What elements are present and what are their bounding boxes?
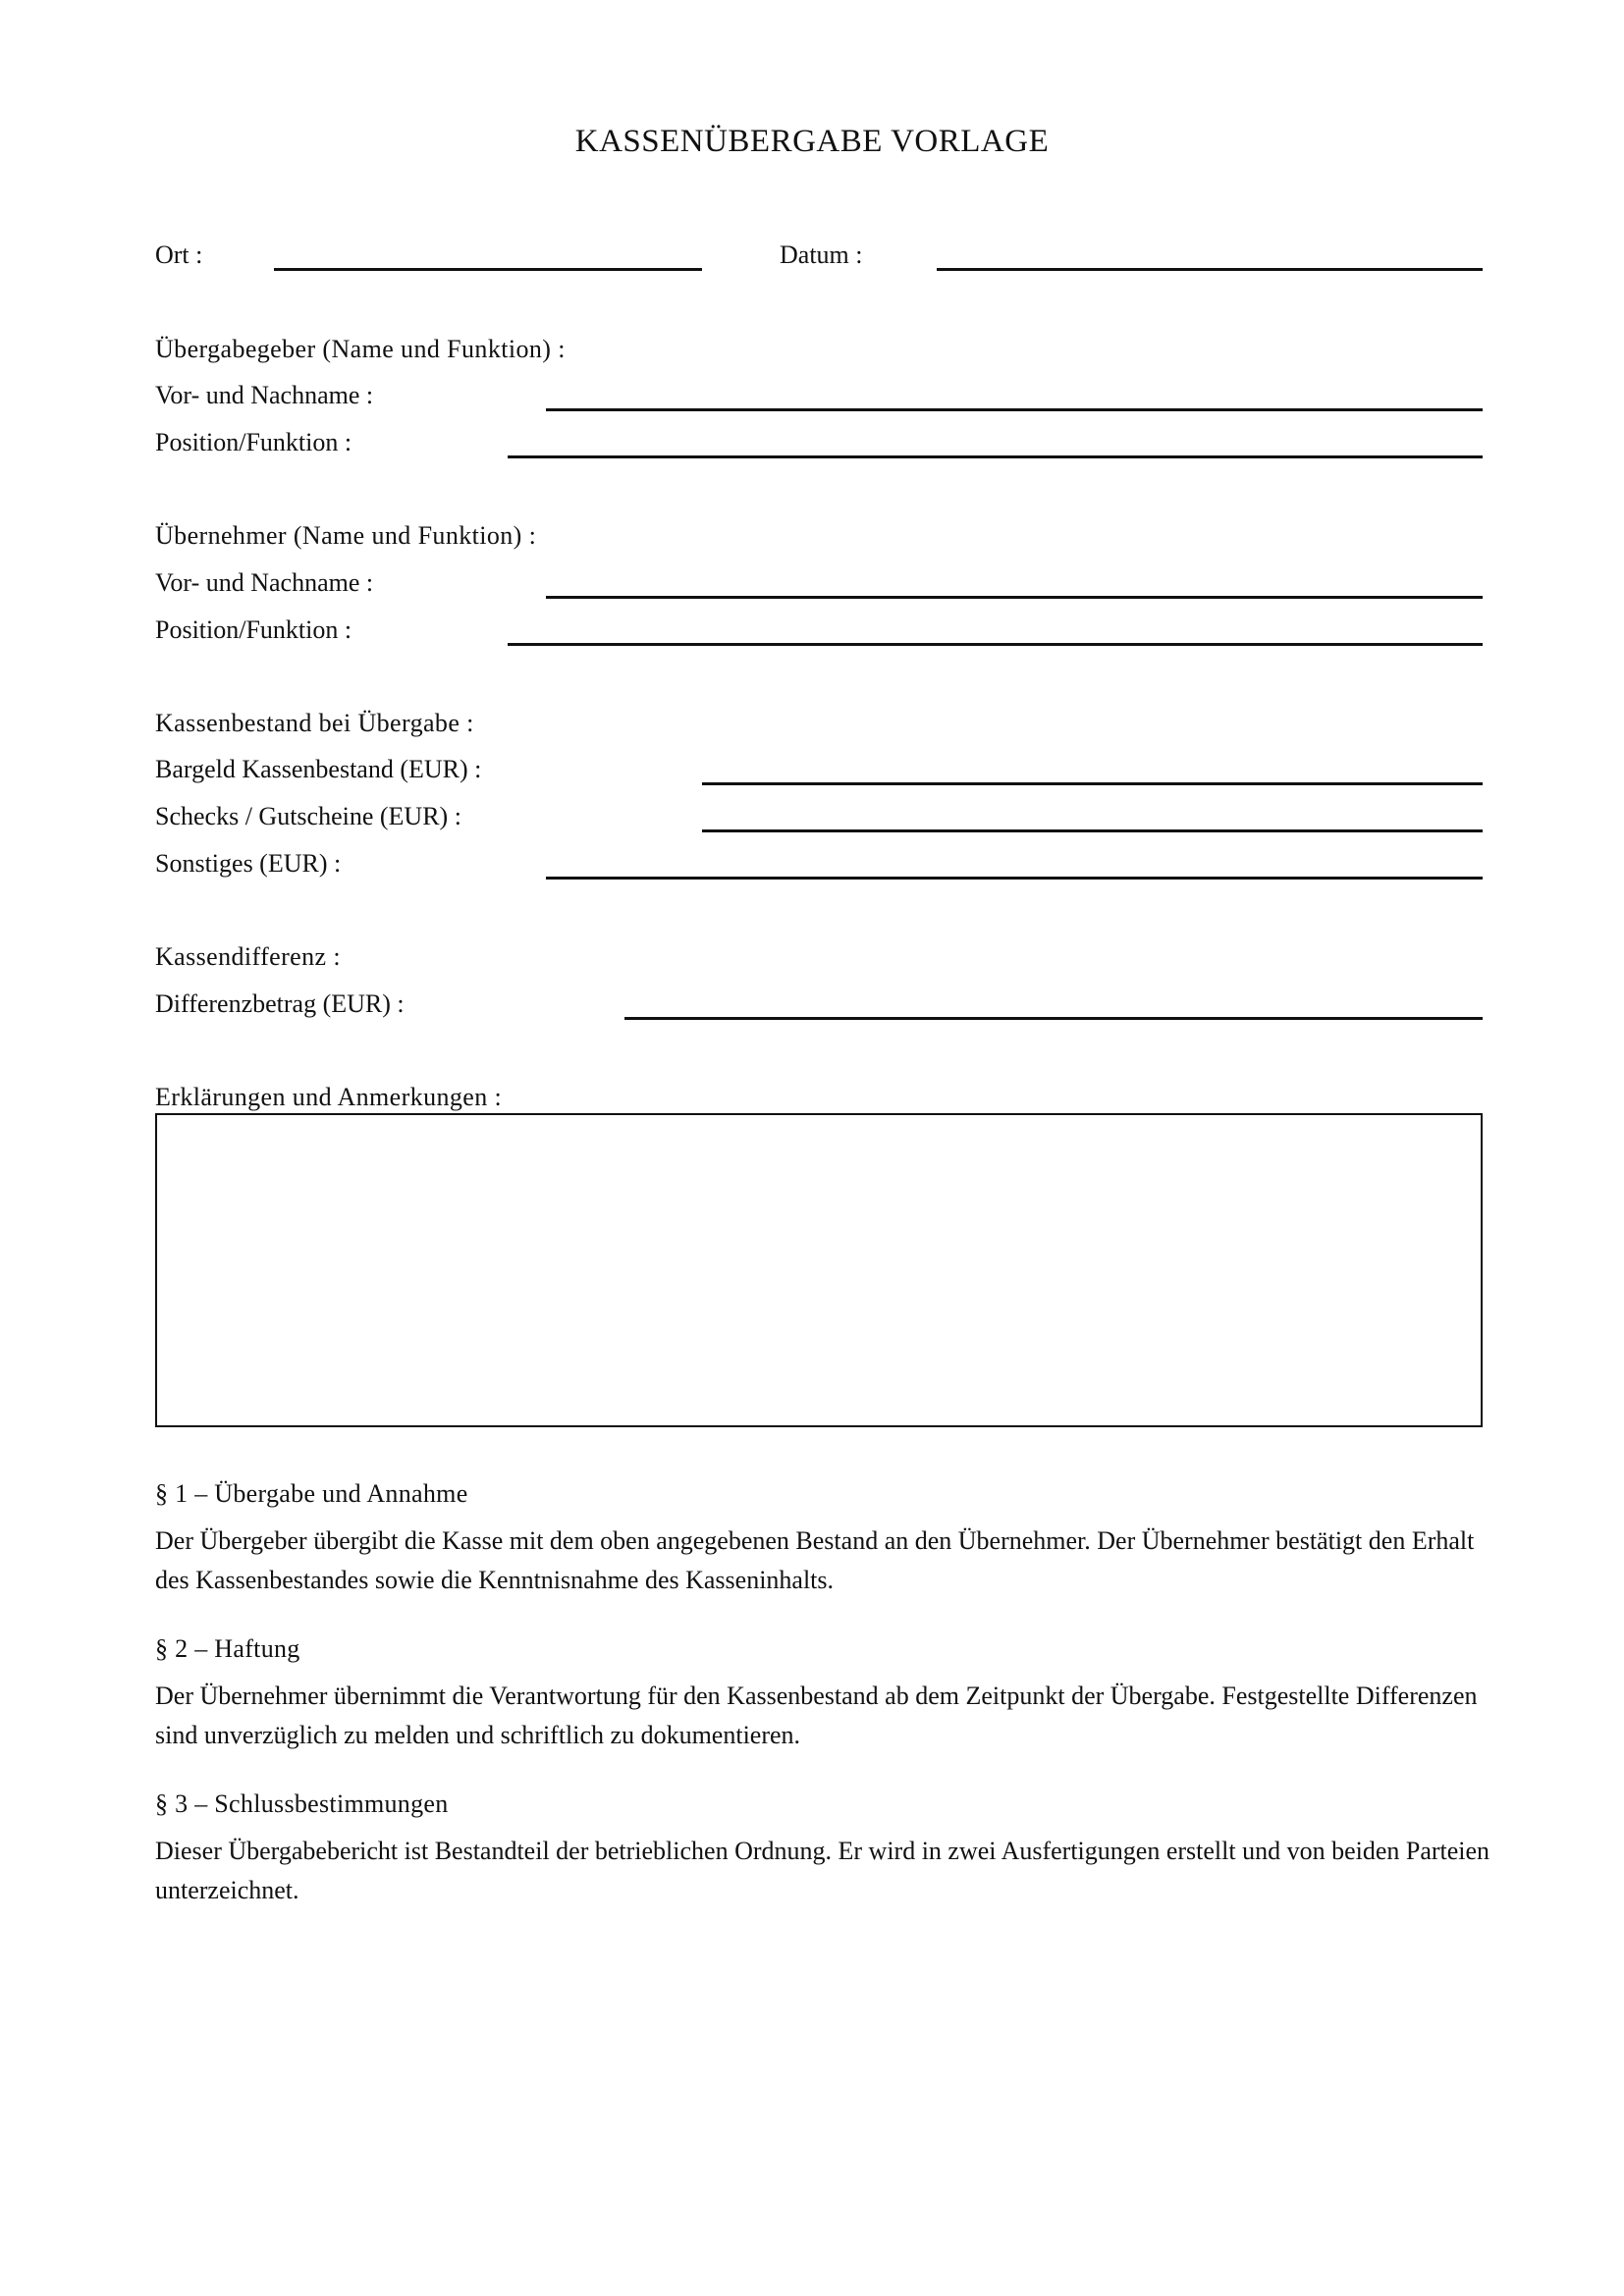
uebergabegeber-name-label: Vor- und Nachname : — [155, 381, 374, 409]
sonstiges-label: Sonstiges (EUR) : — [155, 849, 342, 878]
uebernehmer-position-field[interactable] — [508, 643, 1483, 646]
kassendifferenz-heading: Kassendifferenz : — [155, 942, 341, 971]
clause-2-text: Der Übernehmer übernimmt die Verantwortung für den Kassenbestand ab dem Zeitpunkt der Übergabe. Festgestellte Differenzen sind unverzüglich zu melden und schriftlich zu dokumentieren. — [155, 1682, 1478, 1749]
uebergabegeber-position-label: Position/Funktion : — [155, 428, 352, 456]
uebernehmer-position-label: Position/Funktion : — [155, 615, 352, 644]
uebergabegeber-position-field[interactable] — [508, 455, 1483, 458]
differenzbetrag-label: Differenzbetrag (EUR) : — [155, 989, 405, 1018]
ort-label: Ort : — [155, 240, 203, 269]
schecks-label: Schecks / Gutscheine (EUR) : — [155, 802, 461, 830]
uebernehmer-name-label: Vor- und Nachname : — [155, 568, 374, 597]
bargeld-label: Bargeld Kassenbestand (EUR) : — [155, 755, 482, 783]
datum-label: Datum : — [780, 240, 863, 269]
differenzbetrag-field[interactable] — [624, 1017, 1483, 1020]
clause-1-text: Der Übergeber übergibt die Kasse mit dem oben angegebenen Bestand an den Übernehmer. Der Übernehmer bestätigt den Erhalt des Kassenbestandes sowie die Kenntnisnahme des Kasseninhalts. — [155, 1526, 1475, 1594]
kassenbestand-heading: Kassenbestand bei Übergabe : — [155, 709, 474, 737]
uebernehmer-heading: Übernehmer (Name und Funktion) : — [155, 521, 537, 550]
clause-3-text: Dieser Übergabebericht ist Bestandteil der betrieblichen Ordnung. Er wird in zwei Ausfertigungen erstellt und von beiden Parteien unterzeichnet. — [155, 1837, 1490, 1904]
bargeld-field[interactable] — [702, 782, 1483, 785]
clause-2-heading: § 2 – Haftung — [155, 1634, 300, 1663]
anmerkungen-textarea[interactable] — [155, 1113, 1483, 1427]
clause-1-heading: § 1 – Übergabe und Annahme — [155, 1479, 468, 1508]
sonstiges-field[interactable] — [546, 877, 1483, 880]
clause-3-heading: § 3 – Schlussbestimmungen — [155, 1789, 449, 1818]
datum-field[interactable] — [937, 268, 1483, 271]
ort-field[interactable] — [274, 268, 702, 271]
page-title: KASSENÜBERGABE VORLAGE — [574, 124, 1050, 159]
uebergabegeber-name-field[interactable] — [546, 408, 1483, 411]
uebernehmer-name-field[interactable] — [546, 596, 1483, 599]
uebergabegeber-heading: Übergabegeber (Name und Funktion) : — [155, 335, 566, 363]
schecks-field[interactable] — [702, 829, 1483, 832]
anmerkungen-heading: Erklärungen und Anmerkungen : — [155, 1083, 503, 1111]
